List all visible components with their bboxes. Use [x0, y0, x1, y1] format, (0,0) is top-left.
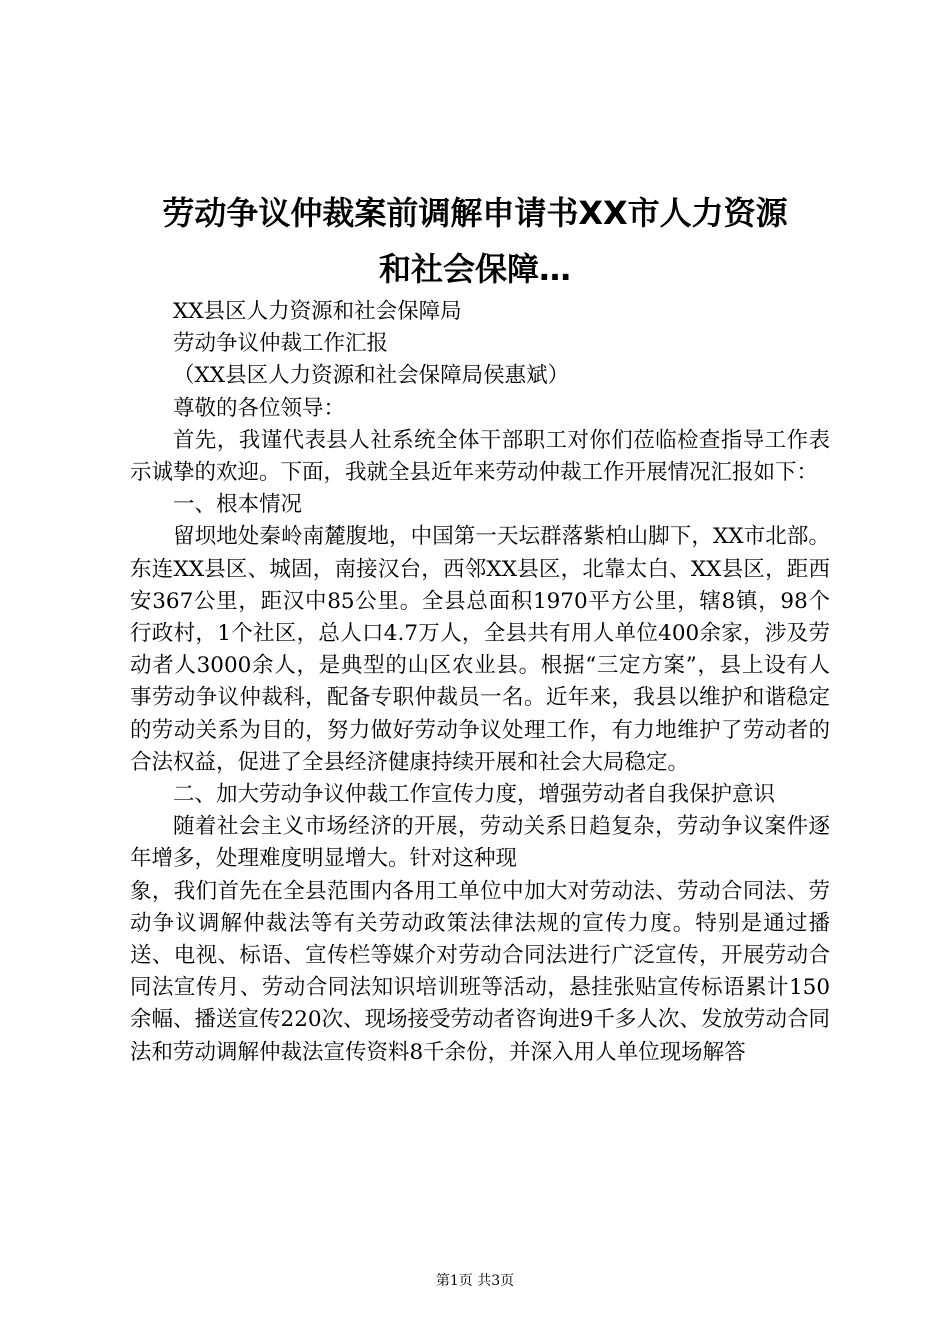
- paragraph-background: 随着社会主义市场经济的开展，劳动关系日趋复杂，劳动争议案件逐年增多，处理难度明显增大。针对这种现: [130, 814, 830, 872]
- salutation: 尊敬的各位领导：: [173, 395, 346, 421]
- section-heading-2: 二、加大劳动争议仲裁工作宣传力度，增强劳动者自我保护意识: [173, 782, 776, 808]
- document-title: [120, 185, 830, 297]
- title-line-2: 和社会保障…: [378, 250, 571, 288]
- header-org: XX县区人力资源和社会保障局: [173, 299, 462, 324]
- page-footer: 第1页 共3页: [435, 1273, 515, 1289]
- document-body: [130, 296, 830, 1069]
- title-line-1: 劳动争议仲裁案前调解申请书XX市人力资源: [162, 194, 788, 232]
- section-heading-1: 一、根本情况: [173, 492, 303, 518]
- paragraph-publicity: 象，我们首先在全县范围内各用工单位中加大对劳动法、劳动合同法、劳动争议调解仲裁法等有关劳动政策法律法规的宣传力度。特别是通过播送、电视、标语、宣传栏等媒介对劳动合同法进行广泛宣传，开展劳动合同法宣传月、劳动合同法知识培训班等活动，悬挂张贴宣传标语累计150余幅、播送宣传220次、现场接受劳动者咨询进9千多人次、发放劳动合同法和劳动调解仲裁法宣传资料8千余份，并深入用人单位现场解答: [130, 878, 830, 1065]
- paragraph-basic-info: 留坝地处秦岭南麓腹地，中国第一天坛群落紫柏山脚下，XX市北部。东连XX县区、城固，南接汉台，西邻XX县区，北靠太白、XX县区，距西安367公里，距汉中85公里。全县总面积1970平方公里，辖8镇，98个行政村，1个社区，总人口4.7万人，全县共有用人单位400余家，涉及劳动者人3000余人，是典型的山区农业县。根据“三定方案”，县上设有人事劳动争议仲裁科，配备专职仲裁员一名。近年来，我县以维护和谐稳定的劳动关系为目的，努力做好劳动争议处理工作，有力地维护了劳动者的合法权益，促进了全县经济健康持续开展和社会大局稳定。: [130, 524, 830, 775]
- header-subject: 劳动争议仲裁工作汇报: [173, 331, 389, 357]
- header-author: （XX县区人力资源和社会保障局侯惠斌）: [173, 363, 570, 389]
- paragraph-intro: 首先，我谨代表县人社系统全体干部职工对你们莅临检查指导工作表示诚挚的欢迎。下面，我就全县近年来劳动仲裁工作开展情况汇报如下：: [130, 427, 830, 486]
